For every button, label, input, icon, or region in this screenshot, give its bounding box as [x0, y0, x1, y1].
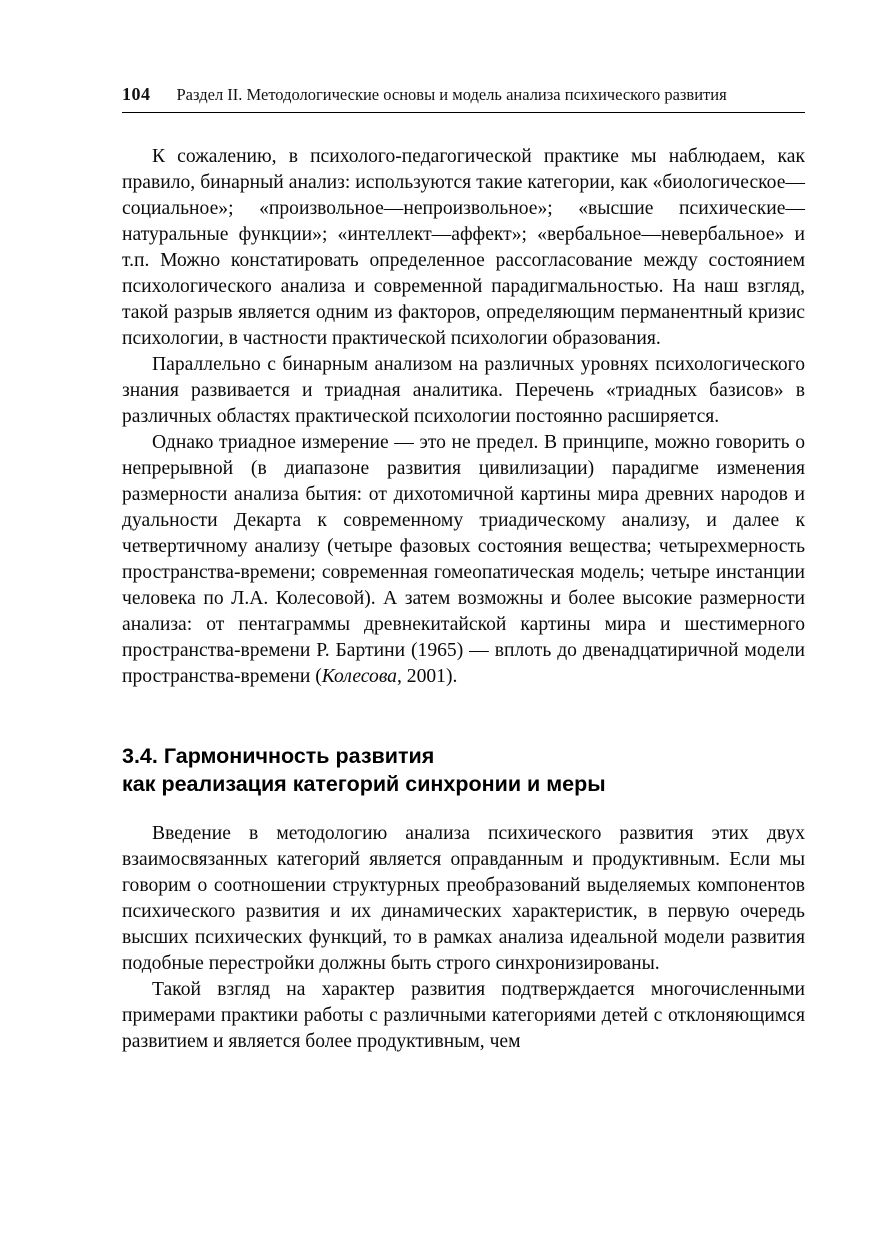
section-heading-line2: как реализация категорий синхронии и меры [122, 772, 606, 796]
paragraph-2: Параллельно с бинарным анализом на различных уровнях психологического знания развивается и триадная аналитика. Перечень «триадных базисов» в различных областях практической психологии постоянно расширяется. [122, 354, 805, 427]
section-heading [122, 742, 805, 798]
header-rule [122, 112, 805, 113]
page-body [122, 144, 805, 1055]
page-number: 104 [122, 84, 151, 104]
paragraph-4: Введение в методологию анализа психического развития этих двух взаимосвязанных категорий является оправданным и продуктивным. Если мы говорим о соотношении структурных преобразований выделяемых компонентов психического развития и их динамических характеристик, в первую очередь высших психических функций, то в рамках анализа идеальной модели развития подобные перестройки должны быть строго синхронизированы. [122, 823, 805, 974]
paragraph-3 [122, 430, 805, 690]
paragraph-3-tail: , 2001). [396, 666, 458, 687]
page-header [122, 84, 805, 105]
paragraph-3-text: Однако триадное измерение — это не предел. В принципе, можно говорить о непрерывной (в диапазоне развития цивилизации) парадигме изменения размерности анализа бытия: от дихотомичной картины мира древних народов и дуальности Декарта к современному триадическому анализу, и далее к четвертичному анализу (четыре фазовых состояния вещества; четырехмерность пространства-времени; современная гомеопатическая модель; четыре инстанции человека по Л.А. Колесовой). А затем возможны и более высокие размерности анализа: от пентаграммы древнекитайской картины мира и шестимерного пространства-времени Р. Бартини (1965) — вплоть до двенадцатиричной модели пространства-времени ( [122, 432, 805, 687]
paragraph-1: К сожалению, в психолого-педагогической практике мы наблюдаем, как правило, бинарный анализ: используются такие категории, как «биологическое—социальное»; «произвольное—непроизвольное»; «высшие психические—натуральные функции»; «интеллект—аффект»; «вербальное—невербальное» и т.п. Можно констатировать определенное рассогласование между состоянием психологического анализа и современной парадигмальностью. На наш взгляд, такой разрыв является одним из факторов, определяющим перманентный кризис психологии, в частности практической психологии образования. [122, 146, 805, 349]
paragraph-5: Такой взгляд на характер развития подтверждается многочисленными примерами практики работы с различными категориями детей с отклоняющимся развитием и является более продуктивным, чем [122, 979, 805, 1052]
section-heading-line1: 3.4. Гармоничность развития [122, 744, 435, 768]
running-title: Раздел II. Методологические основы и модель анализа психического развития [176, 85, 727, 104]
citation-author: Колесова [321, 666, 397, 687]
